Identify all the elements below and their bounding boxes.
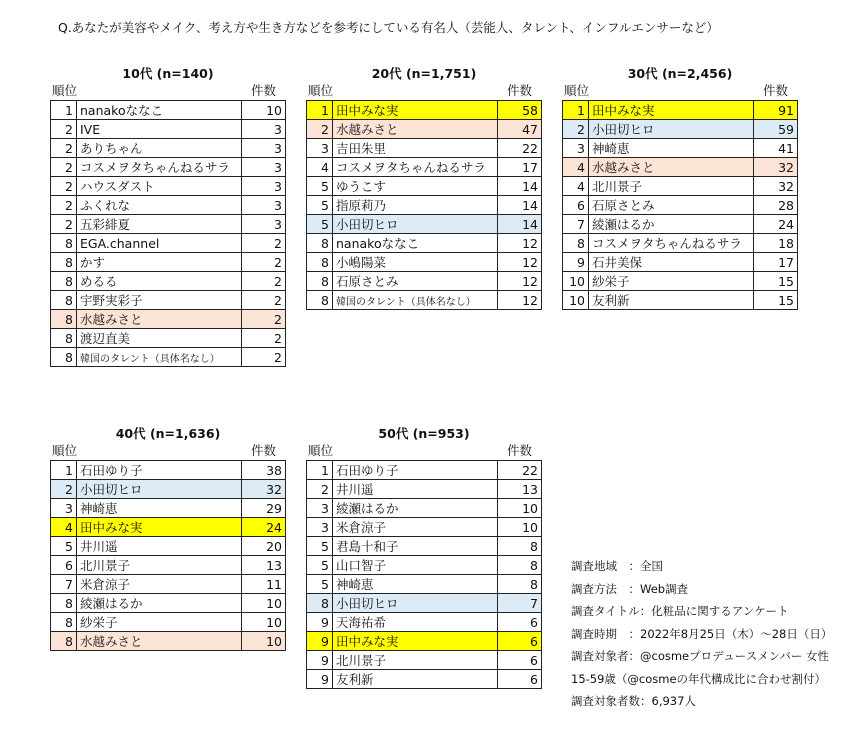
table-row (563, 291, 798, 310)
count-cell: 7 (498, 594, 542, 613)
rank-cell: 2 (51, 120, 77, 139)
rank-cell: 3 (307, 139, 333, 158)
table-row (51, 461, 286, 480)
count-cell: 2 (242, 348, 286, 367)
table-title: 30代 (n=2,456) (627, 66, 733, 81)
rank-cell: 8 (51, 348, 77, 367)
name-cell: 石井美保 (589, 253, 754, 272)
rank-cell: 9 (307, 613, 333, 632)
name-cell: 韓国のタレント（具体名なし） (333, 291, 498, 310)
rank-cell: 4 (307, 158, 333, 177)
name-cell: 山口智子 (333, 556, 498, 575)
table-row (307, 575, 542, 594)
count-cell: 91 (754, 101, 798, 120)
table-row (563, 215, 798, 234)
note-period: 調査時期 ：2022年8月25日（木）～28日（日） (571, 626, 833, 641)
name-cell: 紗栄子 (589, 272, 754, 291)
count-cell: 58 (498, 101, 542, 120)
rank-cell: 9 (563, 253, 589, 272)
note-region: 調査地域 ：全国 (571, 559, 663, 573)
count-cell: 8 (498, 556, 542, 575)
table-row (307, 120, 542, 139)
rank-cell: 5 (307, 215, 333, 234)
rank-cell: 1 (307, 101, 333, 120)
name-cell: 韓国のタレント（具体名なし） (77, 348, 242, 367)
survey-notes (571, 555, 832, 713)
name-cell: 田中みな実 (77, 518, 242, 537)
question-text: Q.あなたが美容やメイク、考え方や生き方などを参考にしている有名人（芸能人、タレント、インフルエンサーなど） (58, 20, 719, 35)
rank-cell: 8 (51, 594, 77, 613)
name-cell: ありちゃん (77, 139, 242, 158)
table-row (51, 272, 286, 291)
count-cell: 29 (242, 499, 286, 518)
table-block-30s (562, 65, 798, 310)
table-row (307, 594, 542, 613)
count-cell: 3 (242, 120, 286, 139)
count-cell: 2 (242, 329, 286, 348)
count-cell: 2 (242, 234, 286, 253)
table-row (307, 537, 542, 556)
count-cell: 2 (242, 291, 286, 310)
table-header (306, 442, 542, 460)
table-block-20s (306, 65, 542, 310)
table-title: 50代 (n=953) (378, 426, 470, 441)
name-cell: 石田ゆり子 (333, 461, 498, 480)
count-cell: 3 (242, 158, 286, 177)
name-cell: 友利新 (333, 670, 498, 689)
table-row (51, 556, 286, 575)
name-cell: 綾瀬はるか (589, 215, 754, 234)
name-cell: 神崎恵 (333, 575, 498, 594)
count-cell: 17 (498, 158, 542, 177)
count-cell: 10 (242, 613, 286, 632)
table-block-10s (50, 65, 286, 367)
rank-cell: 5 (307, 575, 333, 594)
count-cell: 8 (498, 575, 542, 594)
name-cell: 五彩緋夏 (77, 215, 242, 234)
count-cell: 18 (754, 234, 798, 253)
name-cell: 井川遥 (77, 537, 242, 556)
count-cell: 32 (754, 158, 798, 177)
name-cell: 紗栄子 (77, 613, 242, 632)
table-row (307, 234, 542, 253)
rank-header: 順位 (308, 443, 334, 458)
note-target: 調査対象者：@cosmeプロデュースメンバー 女性 (571, 649, 830, 663)
name-cell: 小嶋陽菜 (333, 253, 498, 272)
ranking-table (306, 460, 542, 689)
name-cell: 小田切ヒロ (77, 480, 242, 499)
count-header: 件数 (250, 443, 276, 458)
rank-cell: 8 (307, 272, 333, 291)
name-cell: 吉田朱里 (333, 139, 498, 158)
count-cell: 3 (242, 215, 286, 234)
rank-cell: 2 (51, 177, 77, 196)
table-row (51, 632, 286, 651)
rank-cell: 8 (307, 234, 333, 253)
table-row (563, 177, 798, 196)
count-cell: 6 (498, 670, 542, 689)
name-cell: 北川景子 (77, 556, 242, 575)
rank-cell: 8 (51, 291, 77, 310)
table-row (563, 101, 798, 120)
name-cell: 石原さとみ (589, 196, 754, 215)
table-row (51, 158, 286, 177)
table-row (307, 196, 542, 215)
rank-header: 順位 (52, 83, 78, 98)
count-cell: 28 (754, 196, 798, 215)
name-cell: めるる (77, 272, 242, 291)
name-cell: IVE (77, 120, 242, 139)
name-cell: コスメヲタちゃんねるサラ (77, 158, 242, 177)
rank-cell: 5 (307, 537, 333, 556)
rank-cell: 9 (307, 651, 333, 670)
count-cell: 13 (498, 480, 542, 499)
rank-cell: 2 (51, 480, 77, 499)
table-row (307, 215, 542, 234)
table-row (563, 158, 798, 177)
rank-cell: 8 (51, 272, 77, 291)
rank-cell: 4 (563, 158, 589, 177)
count-cell: 14 (498, 177, 542, 196)
count-cell: 32 (754, 177, 798, 196)
count-cell: 6 (498, 613, 542, 632)
table-row (307, 480, 542, 499)
rank-cell: 5 (51, 537, 77, 556)
table-header (306, 82, 542, 100)
rank-cell: 9 (307, 670, 333, 689)
table-row (563, 253, 798, 272)
name-cell: 小田切ヒロ (333, 215, 498, 234)
table-row (307, 139, 542, 158)
rank-cell: 7 (51, 575, 77, 594)
table-row (51, 575, 286, 594)
count-cell: 2 (242, 272, 286, 291)
rank-cell: 3 (307, 499, 333, 518)
rank-cell: 10 (563, 272, 589, 291)
name-cell: 水越みさと (77, 310, 242, 329)
table-row (51, 139, 286, 158)
table-title: 40代 (n=1,636) (115, 426, 221, 441)
rank-cell: 8 (51, 632, 77, 651)
rank-cell: 2 (51, 196, 77, 215)
table-row (563, 196, 798, 215)
rank-cell: 8 (51, 310, 77, 329)
table-row (51, 177, 286, 196)
count-cell: 41 (754, 139, 798, 158)
rank-cell: 2 (51, 139, 77, 158)
name-cell: ハウスダスト (77, 177, 242, 196)
table-block-40s (50, 425, 286, 651)
rank-cell: 1 (563, 101, 589, 120)
count-cell: 2 (242, 310, 286, 329)
note-sample-size: 調査対象者数：6,937人 (571, 694, 696, 708)
rank-cell: 2 (51, 158, 77, 177)
rank-cell: 6 (51, 556, 77, 575)
rank-cell: 1 (307, 461, 333, 480)
ranking-table (50, 460, 286, 651)
count-cell: 6 (498, 632, 542, 651)
table-row (307, 272, 542, 291)
rank-cell: 6 (563, 196, 589, 215)
count-cell: 12 (498, 272, 542, 291)
name-cell: 北川景子 (589, 177, 754, 196)
ranking-table (50, 100, 286, 367)
count-cell: 24 (242, 518, 286, 537)
name-cell: EGA.channel (77, 234, 242, 253)
count-cell: 14 (498, 196, 542, 215)
rank-cell: 3 (307, 518, 333, 537)
rank-cell: 8 (51, 613, 77, 632)
rank-cell: 2 (51, 215, 77, 234)
rank-cell: 10 (563, 291, 589, 310)
count-cell: 13 (242, 556, 286, 575)
count-header: 件数 (506, 443, 532, 458)
name-cell: 水越みさと (589, 158, 754, 177)
note-method: 調査方法 ：Web調査 (571, 581, 689, 596)
table-row (51, 537, 286, 556)
name-cell: 綾瀬はるか (333, 499, 498, 518)
table-block-50s (306, 425, 542, 689)
table-header (50, 82, 286, 100)
name-cell: ふくれな (77, 196, 242, 215)
table-row (307, 670, 542, 689)
rank-cell: 8 (307, 594, 333, 613)
name-cell: 田中みな実 (333, 101, 498, 120)
table-row (307, 101, 542, 120)
name-cell: nanakoななこ (77, 101, 242, 120)
count-cell: 15 (754, 272, 798, 291)
rank-cell: 8 (51, 329, 77, 348)
name-cell: ゆうこす (333, 177, 498, 196)
rank-cell: 8 (307, 291, 333, 310)
rank-cell: 4 (51, 518, 77, 537)
count-cell: 47 (498, 120, 542, 139)
name-cell: 石田ゆり子 (77, 461, 242, 480)
rank-header: 順位 (564, 83, 590, 98)
count-cell: 38 (242, 461, 286, 480)
count-cell: 12 (498, 253, 542, 272)
table-row (307, 613, 542, 632)
table-row (307, 461, 542, 480)
rank-cell: 3 (51, 499, 77, 518)
table-header (562, 82, 798, 100)
table-row (307, 158, 542, 177)
name-cell: 田中みな実 (589, 101, 754, 120)
table-row (51, 348, 286, 367)
count-cell: 12 (498, 234, 542, 253)
name-cell: nanakoななこ (333, 234, 498, 253)
table-row (51, 480, 286, 499)
rank-cell: 3 (563, 139, 589, 158)
table-row (307, 253, 542, 272)
name-cell: 米倉涼子 (77, 575, 242, 594)
table-row (307, 556, 542, 575)
table-row (307, 632, 542, 651)
count-cell: 24 (754, 215, 798, 234)
count-cell: 10 (498, 499, 542, 518)
name-cell: 神崎恵 (589, 139, 754, 158)
rank-cell: 7 (563, 215, 589, 234)
count-cell: 59 (754, 120, 798, 139)
name-cell: かす (77, 253, 242, 272)
rank-cell: 2 (307, 480, 333, 499)
count-cell: 10 (242, 632, 286, 651)
name-cell: 神崎恵 (77, 499, 242, 518)
table-row (307, 518, 542, 537)
count-cell: 10 (242, 101, 286, 120)
count-cell: 11 (242, 575, 286, 594)
table-row (563, 234, 798, 253)
name-cell: 小田切ヒロ (589, 120, 754, 139)
ranking-table (562, 100, 798, 310)
name-cell: コスメヲタちゃんねるサラ (333, 158, 498, 177)
rank-cell: 8 (51, 234, 77, 253)
count-header: 件数 (762, 83, 788, 98)
table-row (563, 139, 798, 158)
rank-cell: 8 (307, 253, 333, 272)
table-row (307, 291, 542, 310)
table-row (51, 518, 286, 537)
name-cell: 友利新 (589, 291, 754, 310)
rank-cell: 4 (563, 177, 589, 196)
name-cell: 水越みさと (333, 120, 498, 139)
name-cell: 田中みな実 (333, 632, 498, 651)
name-cell: 宇野実彩子 (77, 291, 242, 310)
count-cell: 22 (498, 461, 542, 480)
rank-cell: 9 (307, 632, 333, 651)
rank-cell: 2 (563, 120, 589, 139)
rank-header: 順位 (52, 443, 78, 458)
name-cell: 小田切ヒロ (333, 594, 498, 613)
count-cell: 17 (754, 253, 798, 272)
count-header: 件数 (250, 83, 276, 98)
count-cell: 3 (242, 177, 286, 196)
table-title: 10代 (n=140) (122, 66, 214, 81)
table-row (51, 291, 286, 310)
name-cell: 君島十和子 (333, 537, 498, 556)
rank-header: 順位 (308, 83, 334, 98)
table-row (51, 253, 286, 272)
table-row (51, 613, 286, 632)
count-cell: 10 (498, 518, 542, 537)
table-row (51, 594, 286, 613)
table-row (51, 499, 286, 518)
table-row (51, 310, 286, 329)
name-cell: 米倉涼子 (333, 518, 498, 537)
table-row (307, 651, 542, 670)
table-row (307, 177, 542, 196)
count-cell: 20 (242, 537, 286, 556)
name-cell: 水越みさと (77, 632, 242, 651)
rank-cell: 1 (51, 101, 77, 120)
count-cell: 3 (242, 139, 286, 158)
table-row (51, 101, 286, 120)
name-cell: 天海祐希 (333, 613, 498, 632)
rank-cell: 8 (51, 253, 77, 272)
count-cell: 14 (498, 215, 542, 234)
rank-cell: 5 (307, 196, 333, 215)
note-title: 調査タイトル：化粧品に関するアンケート (571, 604, 789, 618)
count-cell: 32 (242, 480, 286, 499)
name-cell: 井川遥 (333, 480, 498, 499)
name-cell: 渡辺直美 (77, 329, 242, 348)
table-row (51, 329, 286, 348)
ranking-table (306, 100, 542, 310)
name-cell: コスメヲタちゃんねるサラ (589, 234, 754, 253)
name-cell: 北川景子 (333, 651, 498, 670)
rank-cell: 2 (307, 120, 333, 139)
rank-cell: 5 (307, 556, 333, 575)
count-cell: 2 (242, 253, 286, 272)
count-header: 件数 (506, 83, 532, 98)
name-cell: 指原莉乃 (333, 196, 498, 215)
note-target-age: 15-59歳（@cosmeの年代構成比に合わせ割付） (571, 671, 827, 686)
rank-cell: 8 (563, 234, 589, 253)
count-cell: 6 (498, 651, 542, 670)
count-cell: 22 (498, 139, 542, 158)
table-row (307, 499, 542, 518)
count-cell: 8 (498, 537, 542, 556)
count-cell: 3 (242, 196, 286, 215)
table-header (50, 442, 286, 460)
table-title: 20代 (n=1,751) (371, 66, 477, 81)
table-row (51, 196, 286, 215)
table-row (51, 120, 286, 139)
name-cell: 綾瀬はるか (77, 594, 242, 613)
table-row (51, 215, 286, 234)
table-row (51, 234, 286, 253)
count-cell: 12 (498, 291, 542, 310)
rank-cell: 1 (51, 461, 77, 480)
name-cell: 石原さとみ (333, 272, 498, 291)
rank-cell: 5 (307, 177, 333, 196)
table-row (563, 272, 798, 291)
count-cell: 10 (242, 594, 286, 613)
table-row (563, 120, 798, 139)
count-cell: 15 (754, 291, 798, 310)
